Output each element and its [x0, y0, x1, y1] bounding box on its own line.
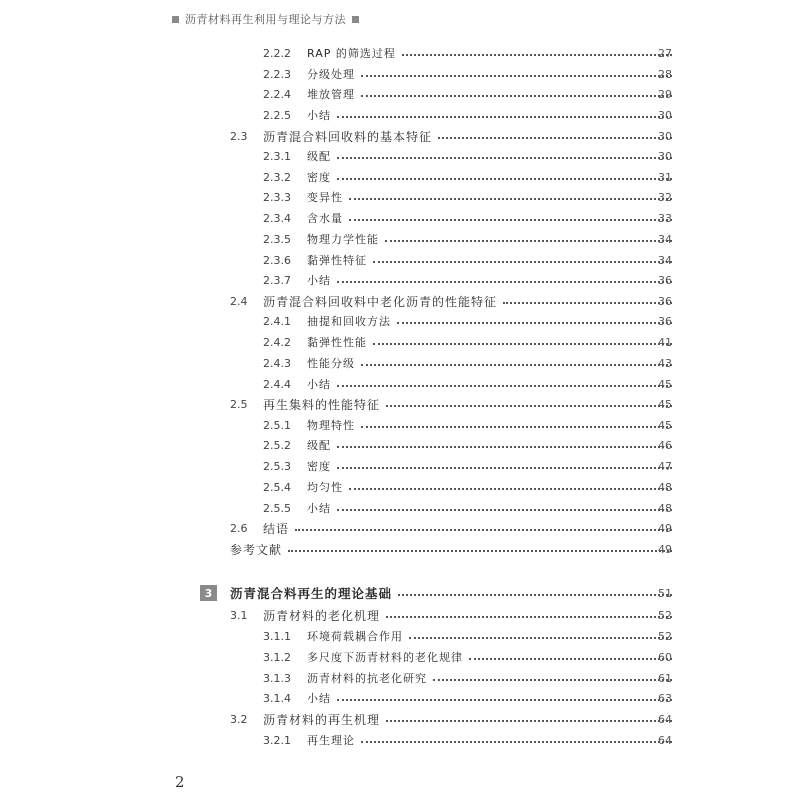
toc-entry[interactable]: [0, 43, 800, 63]
toc-entry[interactable]: [0, 187, 800, 207]
toc-entry[interactable]: [0, 84, 800, 104]
toc-entry-number: 3.2.1: [263, 733, 291, 747]
toc-entry-page: 47: [658, 459, 672, 473]
toc-entry[interactable]: [0, 146, 800, 166]
toc-entry[interactable]: [0, 332, 800, 352]
toc-entry-number: 3.1.3: [263, 671, 291, 685]
leader-dots: [433, 679, 672, 681]
toc-entry-page: 30: [658, 108, 672, 122]
toc-entry-title: 结语: [263, 521, 290, 536]
toc-entry[interactable]: [0, 291, 800, 311]
toc-entry-page: 36: [658, 273, 672, 287]
toc-entry-number: 2.3: [230, 129, 248, 143]
toc-entry-number: 2.4.1: [263, 314, 291, 328]
toc-entry[interactable]: [0, 167, 800, 187]
toc-entry[interactable]: [0, 477, 800, 497]
toc-entry-title: 小结: [307, 502, 331, 515]
toc-entry-number: 2.3.4: [263, 211, 291, 225]
toc-entry-number: 2.2.3: [263, 67, 291, 81]
leader-dots: [361, 95, 672, 97]
toc-entry-title: 沥青材料的老化机理: [263, 608, 381, 623]
toc-entry[interactable]: [0, 498, 800, 518]
toc-entry-page: 48: [658, 480, 672, 494]
leader-dots: [398, 594, 672, 596]
toc-entry-page: 36: [658, 294, 672, 308]
toc-entry-title: 含水量: [307, 212, 343, 225]
leader-dots: [409, 637, 672, 639]
toc-entry-number: 3.1.4: [263, 691, 291, 705]
leader-dots: [337, 509, 672, 511]
header-title: 沥青材料再生利用与理论与方法: [185, 13, 346, 26]
leader-dots: [349, 219, 672, 221]
leader-dots: [361, 75, 672, 77]
toc-entry-page: 43: [658, 356, 672, 370]
toc-entry-number: 3.1: [230, 608, 248, 622]
toc-entry-number: 2.3.3: [263, 190, 291, 204]
toc-entry-page: 52: [658, 629, 672, 643]
toc-entry-number: 2.3.1: [263, 149, 291, 163]
toc-entry-number: 2.4.2: [263, 335, 291, 349]
toc-entry[interactable]: [0, 415, 800, 435]
toc-entry[interactable]: [0, 626, 800, 646]
toc-entry-title: 沥青混合料再生的理论基础: [230, 586, 393, 601]
toc-entry-title: 多尺度下沥青材料的老化规律: [307, 651, 463, 664]
leader-dots: [361, 364, 672, 366]
leader-dots: [373, 261, 672, 263]
leader-dots: [386, 405, 672, 407]
leader-dots: [385, 240, 672, 242]
toc-entry-title: 黏弹性特征: [307, 254, 367, 267]
toc-entry-number: 2.5.5: [263, 501, 291, 515]
toc-entry-number: 2.2.4: [263, 87, 291, 101]
leader-dots: [397, 322, 672, 324]
leader-dots: [288, 550, 672, 552]
toc-entry-number: 2.4: [230, 294, 248, 308]
leader-dots: [349, 198, 672, 200]
chapter-number-badge: 3: [200, 585, 217, 601]
toc-entry[interactable]: [0, 208, 800, 228]
leader-dots: [361, 741, 672, 743]
toc-entry-title: 小结: [307, 109, 331, 122]
toc-entry-title: 级配: [307, 150, 331, 163]
leader-dots: [386, 616, 672, 618]
toc-entry-page: 30: [658, 129, 672, 143]
toc-entry-page: 60: [658, 650, 672, 664]
toc-entry-number: 2.3.7: [263, 273, 291, 287]
toc-entry-title: 参考文献: [230, 542, 283, 557]
toc-entry-number: 2.3.6: [263, 253, 291, 267]
leader-dots: [402, 54, 672, 56]
toc-entry-number: 2.5: [230, 397, 248, 411]
toc-entry-title: 密度: [307, 171, 331, 184]
toc-entry[interactable]: [0, 518, 800, 538]
leader-dots: [337, 157, 672, 159]
toc-entry-page: 33: [658, 211, 672, 225]
toc-entry-number: 3.1.1: [263, 629, 291, 643]
toc-entry[interactable]: [0, 539, 800, 559]
toc-entry-title: 小结: [307, 692, 331, 705]
toc-entry-title: 堆放管理: [307, 88, 355, 101]
toc-entry-title: 级配: [307, 439, 331, 452]
toc-entry-title: 沥青混合料回收料中老化沥青的性能特征: [263, 294, 498, 309]
toc-entry-title: 变异性: [307, 191, 343, 204]
toc-entry[interactable]: [0, 435, 800, 455]
toc-entry-page: 32: [658, 190, 672, 204]
leader-dots: [503, 302, 672, 304]
toc-entry[interactable]: [0, 311, 800, 331]
toc-entry-page: 45: [658, 377, 672, 391]
toc-entry[interactable]: [0, 64, 800, 84]
toc-entry-page: 64: [658, 712, 672, 726]
toc-entry-page: 30: [658, 149, 672, 163]
leader-dots: [337, 699, 672, 701]
toc-entry-number: 2.4.4: [263, 377, 291, 391]
leader-dots: [337, 178, 672, 180]
toc-entry-title: 沥青材料的再生机理: [263, 712, 381, 727]
toc-entry-title: 小结: [307, 378, 331, 391]
leader-dots: [386, 720, 672, 722]
toc-entry[interactable]: [0, 374, 800, 394]
toc-entry-page: 51: [658, 586, 672, 600]
toc-entry-page: 49: [658, 521, 672, 535]
toc-entry-page: 63: [658, 691, 672, 705]
toc-entry[interactable]: [0, 668, 800, 688]
toc-entry-page: 41: [658, 335, 672, 349]
toc-entry-page: 27: [658, 46, 672, 60]
toc-entry-title: 密度: [307, 460, 331, 473]
toc-entry-title: 黏弹性性能: [307, 336, 367, 349]
header-square-left-icon: [172, 16, 179, 23]
toc-entry-title: 抽提和回收方法: [307, 315, 391, 328]
toc-entry-title: RAP 的筛选过程: [307, 47, 396, 60]
toc-entry-page: 31: [658, 170, 672, 184]
leader-dots: [373, 343, 672, 345]
leader-dots: [295, 529, 672, 531]
toc-entry-number: 2.3.5: [263, 232, 291, 246]
page-number: 2: [175, 773, 185, 791]
toc-entry[interactable]: [0, 647, 800, 667]
toc-entry[interactable]: [0, 353, 800, 373]
toc-entry-title: 小结: [307, 274, 331, 287]
toc-entry-page: 45: [658, 397, 672, 411]
toc-entry[interactable]: [0, 250, 800, 270]
toc-entry-page: 34: [658, 253, 672, 267]
toc-entry-number: 2.5.1: [263, 418, 291, 432]
toc-entry-number: 2.5.3: [263, 459, 291, 473]
toc-entry[interactable]: [0, 229, 800, 249]
toc-entry-page: 45: [658, 418, 672, 432]
toc-entry-page: 64: [658, 733, 672, 747]
leader-dots: [361, 426, 672, 428]
toc-entry-number: 3.1.2: [263, 650, 291, 664]
toc-entry[interactable]: [0, 456, 800, 476]
toc-entry[interactable]: [0, 270, 800, 290]
leader-dots: [337, 116, 672, 118]
toc-entry-title: 沥青材料的抗老化研究: [307, 672, 427, 685]
toc-entry[interactable]: [0, 394, 800, 414]
toc-entry-page: 36: [658, 314, 672, 328]
toc-entry-title: 再生理论: [307, 734, 355, 747]
toc-entry-title: 沥青混合料回收料的基本特征: [263, 129, 433, 144]
toc-entry-number: 2.2.2: [263, 46, 291, 60]
header-square-right-icon: [352, 16, 359, 23]
leader-dots: [337, 385, 672, 387]
toc-entry-page: 34: [658, 232, 672, 246]
toc-entry[interactable]: [0, 709, 800, 729]
toc-entry-number: 2.6: [230, 521, 248, 535]
toc-entry-page: 29: [658, 87, 672, 101]
toc-entry-title: 再生集料的性能特征: [263, 397, 381, 412]
leader-dots: [438, 137, 672, 139]
toc-entry-page: 49: [658, 542, 672, 556]
toc-entry[interactable]: [0, 688, 800, 708]
toc-entry-number: 2.5.4: [263, 480, 291, 494]
leader-dots: [469, 658, 672, 660]
toc-entry-title: 均匀性: [307, 481, 343, 494]
toc-entry-title: 物理力学性能: [307, 233, 379, 246]
leader-dots: [337, 446, 672, 448]
toc-entry-page: 46: [658, 438, 672, 452]
leader-dots: [349, 488, 672, 490]
toc-entry[interactable]: [0, 126, 800, 146]
toc-entry-number: 2.2.5: [263, 108, 291, 122]
toc-entry[interactable]: [0, 583, 800, 603]
toc-entry-title: 物理特性: [307, 419, 355, 432]
toc-entry-page: 48: [658, 501, 672, 515]
toc-entry-title: 性能分级: [307, 357, 355, 370]
toc-entry-title: 分级处理: [307, 68, 355, 81]
toc-entry[interactable]: [0, 730, 800, 750]
toc-entry-number: 2.5.2: [263, 438, 291, 452]
toc-entry-title: 环境荷载耦合作用: [307, 630, 403, 643]
toc-entry-page: 28: [658, 67, 672, 81]
toc-entry-number: 3.2: [230, 712, 248, 726]
leader-dots: [337, 281, 672, 283]
toc-entry[interactable]: [0, 605, 800, 625]
toc-entry-number: 2.4.3: [263, 356, 291, 370]
toc-entry-page: 61: [658, 671, 672, 685]
toc-entry-page: 52: [658, 608, 672, 622]
running-header: [172, 11, 359, 27]
leader-dots: [337, 467, 672, 469]
toc-entry[interactable]: [0, 105, 800, 125]
toc-entry-number: 2.3.2: [263, 170, 291, 184]
